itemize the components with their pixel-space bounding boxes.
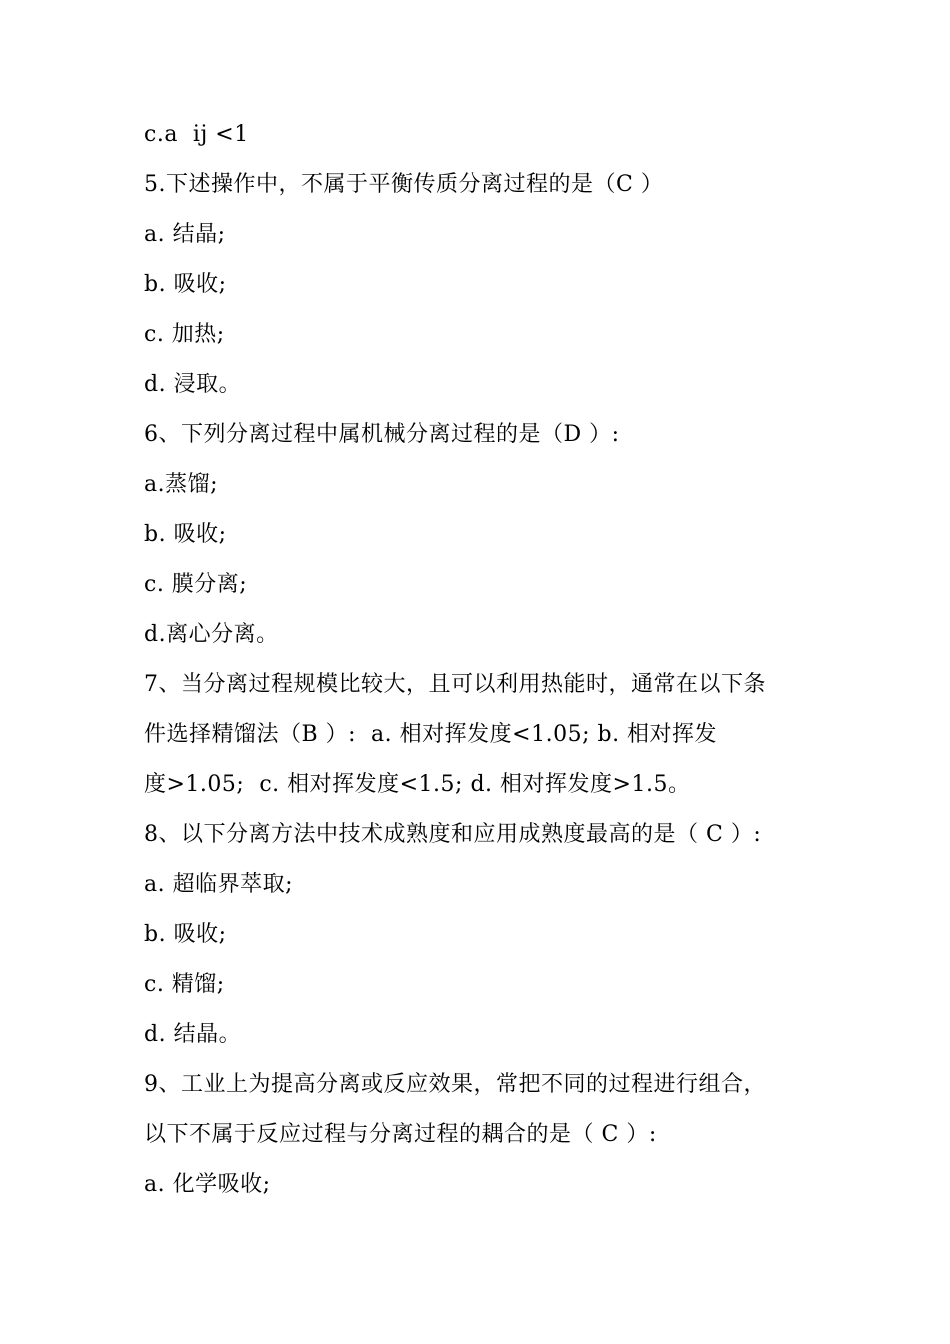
option-d: d.离心分离。 (144, 622, 279, 647)
option-c: c. 加热; (144, 322, 225, 347)
option-d: d. 浸取。 (144, 372, 242, 397)
option-b: b. 吸收; (144, 272, 227, 297)
option-a: a. 化学吸收; (144, 1172, 271, 1197)
question-6: 6、下列分离过程中属机械分离过程的是（D ）: (144, 422, 620, 447)
option-a: a. 超临界萃取; (144, 872, 294, 897)
text-line: c.a ij <1 (144, 122, 249, 147)
question-8: 8、以下分离方法中技术成熟度和应用成熟度最高的是（ C ）: (144, 822, 762, 847)
question-5: 5.下述操作中，不属于平衡传质分离过程的是（C ） (144, 172, 664, 197)
option-c: c. 精馏; (144, 972, 225, 997)
option-d: d. 结晶。 (144, 1022, 242, 1047)
option-c: c. 膜分离; (144, 572, 248, 597)
question-9-continued: 以下不属于反应过程与分离过程的耦合的是（ C ）: (144, 1122, 657, 1147)
option-b: b. 吸收; (144, 922, 227, 947)
question-9: 9、工业上为提高分离或反应效果，常把不同的过程进行组合， (144, 1072, 766, 1097)
option-b: b. 吸收; (144, 522, 227, 547)
question-7-continued: 件选择精馏法（B ）: a. 相对挥发度<1.05; b. 相对挥发 (144, 722, 718, 747)
question-7-continued: 度>1.05; c. 相对挥发度<1.5; d. 相对挥发度>1.5。 (144, 772, 691, 797)
option-a: a.蒸馏; (144, 472, 219, 497)
option-a: a. 结晶; (144, 222, 226, 247)
question-7: 7、当分离过程规模比较大，且可以利用热能时，通常在以下条 (144, 672, 766, 697)
